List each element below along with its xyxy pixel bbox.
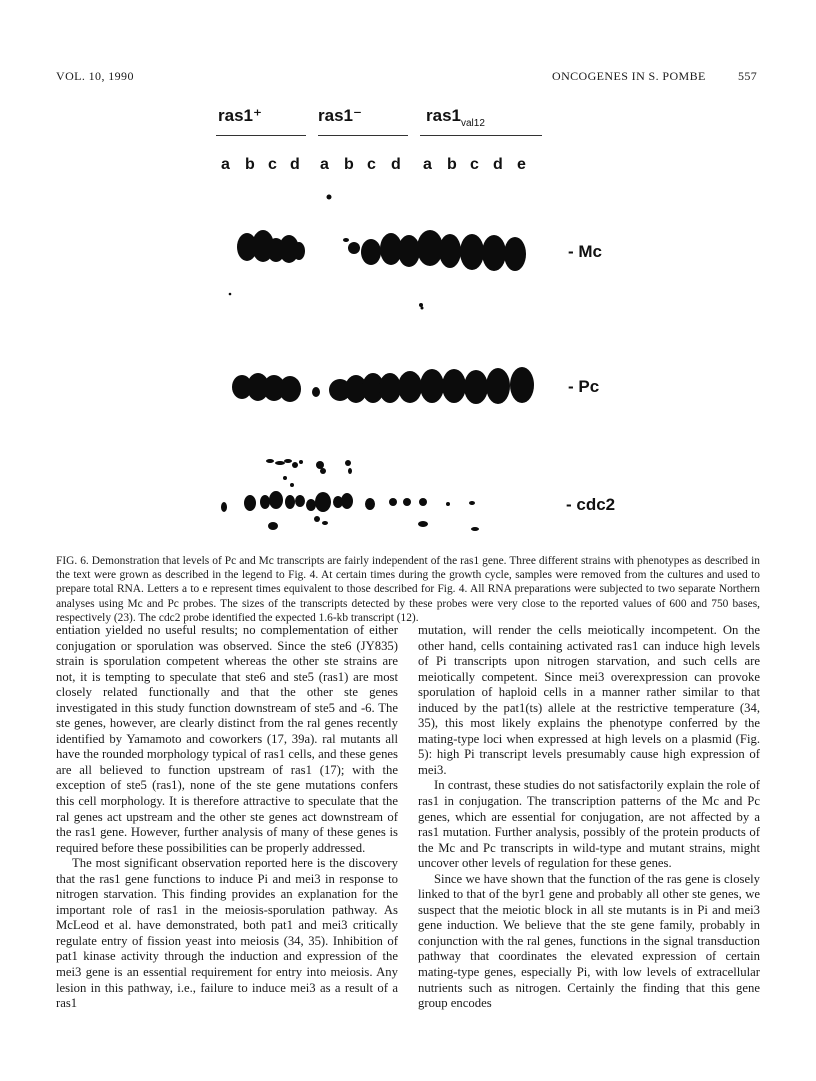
lane-letter: b [344,156,354,173]
lane-letter: b [447,156,457,173]
figure-caption: FIG. 6. Demonstration that levels of Pc and Mc transcripts are fairly independent of the ras1 gene. Three different strains with phenotypes as described in the text were grown as described in the legend to Fig. 4. At certain times during the growth cycle, samples were removed from the cultures and used to prepare total RNA. Letters a to e represent times equivalent to those described for Fig. 4. All RNA preparations were subjected to two separate Northern analyses using Mc and Pc probes. The sizes of the transcripts detected by these probes were very close to the reported values of 600 and 750 bases, respectively (23). The cdc2 probe identified the expected 1.6-kb transcript (12). [56,555,760,624]
lane-letter: a [423,156,432,173]
paragraph: The most significant observation reported here is the discovery that the ras1 gene functions to induce Pi and mei3 in response to nitrogen starvation. This finding provides an explanation for the important role of ras1 in the meiosis-sporulation pathway. As McLeod et al. have demonstrated, both pat1 and mei3 critically regulate entry of fission yeast into meiosis (34, 35). Inhibition of pat1 kinase activity through the induction and expression of the mei3 gene is an essential requirement for entry into meiosis. Any lesion in this pathway, i.e., failure to induce mei3 as a result of a ras1 [56,856,398,1011]
lane-letter: d [391,156,401,173]
right-column [418,623,760,1012]
strain3-underline [420,135,542,136]
strain-label-ras1-minus: ras1⁻ [318,106,362,125]
northern-blot-image [210,180,770,550]
lane-letter: b [245,156,255,173]
paragraph: mutation, will render the cells meiotically incompetent. On the other hand, cells containing activated ras1 can induce high levels of Pi transcripts upon nitrogen starvation, and such cells are meiotically competent. Since mei3 overexpression can provoke sporulation of haploid cells in a manner rather similar to that induced by the pat1(ts) allele at the restrictive temperature (34, 35), this most likely explains the phenotype conferred by the mating-type loci when expressed at high levels on a plasmid (Fig. 5): high Pi transcript levels presumably cause high expression of mei3. [418,623,760,777]
strain-label-ras1-val12 [426,106,485,129]
lane-letter: c [470,156,479,173]
band-label-cdc2: - cdc2 [566,495,616,514]
band-label-pc: - Pc [568,377,600,396]
lane-letter: c [367,156,376,173]
running-title: ONCOGENES IN S. POMBE [552,69,706,83]
paragraph: Since we have shown that the function of the ras gene is closely linked to that of the byr1 gene and probably all other ste genes, we suspect that the meiotic block in all ste mutants is in Pi and mei3 gene induction. We believe that the ste gene family, probably in conjunction with the ral genes, functions in the signal transduction pathway that coordinates the elevated expression of certain mating-type genes, especially Pi, with low levels of extracellular nutrients such as nitrogen. Certainly the finding that this gene group encodes [418,871,760,1011]
lane-letter: d [290,156,300,173]
strain-name: ras1 [426,106,461,125]
left-column [56,623,398,1012]
strain2-underline [318,135,408,136]
lane-letter: d [493,156,503,173]
strain-subscript: val12 [460,118,485,129]
lane-letter: e [517,156,526,173]
strain1-underline [216,135,306,136]
strain-label-ras1-plus: ras1⁺ [218,106,262,125]
band-label-mc: - Mc [568,242,602,261]
lane-letter: a [320,156,329,173]
paragraph: In contrast, these studies do not satisfactorily explain the role of ras1 in conjugation. The transcription patterns of the Mc and Pc genes, which are essential for conjugation, are not affected by a ras1 mutation. Further analysis, possibly of the protein products of the Mc and Pc transcripts in wild-type and mutant strains, might uncover other levels of regulation for these genes. [418,778,760,871]
page-number: 557 [738,69,758,83]
volume-label: VOL. 10, 1990 [56,69,134,83]
lane-letter: a [221,156,230,173]
paragraph: entiation yielded no useful results; no complementation of either conjugation or sporulation was observed. Since the ste6 (JY835) strain is sporulation competent whereas the other ste strains are not, it is tempting to speculate that ste6 and ste5 (ras1) are most closely related functionally and that the other ste genes investigated in this study function downstream of ste5 and -6. The ste genes, however, are clearly distinct from the ral genes recently identified by Yamamoto and coworkers (17, 39a). ral mutants all have the rounded morphology typical of ras1 cells, and these genes are all believed to function upstream of ras1 (17); with the exception of ste5 (ras1), none of the ste gene mutations confers this cell morphology. It is therefore attractive to speculate that the ral genes act upstream and the other ste genes act downstream of the ras1 gene. However, further analysis of many of these genes is required before these possibilities can be properly addressed. [56,623,398,855]
lane-letter: c [268,156,277,173]
